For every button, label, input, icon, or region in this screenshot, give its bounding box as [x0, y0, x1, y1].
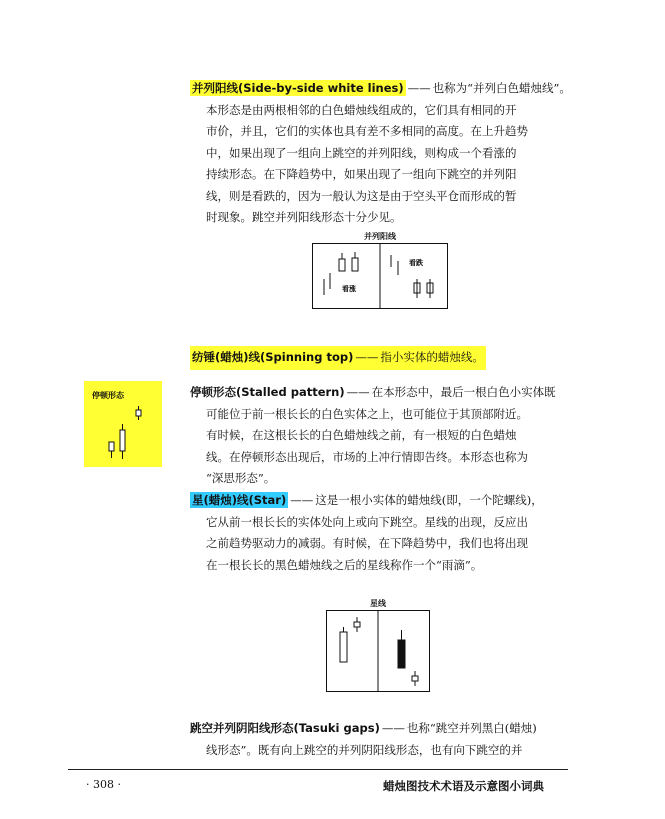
- white-candle: [340, 632, 347, 662]
- black-candle: [398, 640, 405, 668]
- label-bearish: 看跌: [409, 259, 423, 267]
- entry-star: [190, 490, 575, 576]
- entry-tasuki-gaps: [190, 718, 575, 761]
- entry-spinning-top-heading: 纺锤(蜡烛)线(Spinning top) —— 指小实体的蜡烛线。: [190, 346, 486, 370]
- white-candle: [339, 259, 345, 271]
- entry-side-by-side: [190, 78, 575, 229]
- white-candle: [120, 430, 125, 451]
- white-candle: [109, 442, 114, 451]
- label-bullish: 看涨: [342, 285, 356, 293]
- white-candle: [352, 258, 358, 271]
- figure-star-diagram: [326, 610, 430, 692]
- term-star: 星(蜡烛)线(Star): [192, 493, 287, 507]
- figure-side-by-side-title: 并列阳线: [364, 232, 396, 241]
- white-candle: [136, 410, 141, 416]
- running-footer-title: 蜡烛图技术术语及示意图小词典: [383, 779, 544, 793]
- footer-rule: [68, 769, 568, 770]
- term-stalled-pattern: 停顿形态(Stalled pattern): [190, 385, 345, 399]
- entry-tasuki-heading: 跳空并列阴阳线形态(Tasuki gaps) —— 也称“跳空并列黑白(蜡烛): [190, 721, 537, 735]
- term-side-by-side: 并列阳线(Side-by-side white lines): [192, 81, 404, 95]
- entry-side-by-side-body: 本形态是由两根相邻的白色蜡烛线组成的，它们具有相同的开 市价，并且，它们的实体也具有差不多相同的高度。在上升趋势 中，如果出现了一组向上跳空的并列阳线，则构成一个看涨的 持续形态。在下降趋势中，如果出现了一组向下跳空的并列阳 线，则是看跌的，因为一般认为这是由于空头平仓而形成的暂 时现象。跳空并列阳线形态十分少见。: [206, 102, 528, 224]
- entry-stalled-body: 可能位于前一根长长的白色实体之上，也可能位于其顶部附近。 有时候，在这根长长的白色蜡烛线之前，有一根短的白色蜡烛 线。在停顿形态出现后，市场的上冲行情即告终。本形态也称为 “深思形态”。: [206, 406, 528, 485]
- term-tasuki-gaps: 跳空并列阴阳线形态(Tasuki gaps): [190, 721, 380, 735]
- figure-side-by-side-diagram: [312, 243, 448, 309]
- entry-stalled-pattern: [190, 382, 575, 490]
- star-candle: [354, 622, 360, 627]
- stalled-pattern-side-label: 停顿形态: [92, 391, 124, 400]
- entry-side-by-side-heading: 并列阳线(Side-by-side white lines) —— 也称为“并列白色蜡烛线”。: [192, 81, 571, 95]
- term-spinning-top: 纺锤(蜡烛)线(Spinning top): [192, 350, 354, 364]
- entry-tasuki-body: 线形态”。既有向上跳空的并列阴阳线形态，也有向下跳空的并: [206, 742, 523, 757]
- entry-star-body: 它从前一根长长的实体处向上或向下跳空。星线的出现，反应出 之前趋势驱动力的减弱。有时候，在下降趋势中，我们也将出现 在一根长长的黑色蜡烛线之后的星线称作一个“雨滴”。: [206, 514, 528, 572]
- figure-star-title: 星线: [370, 599, 386, 608]
- page-number: · 308 ·: [86, 778, 121, 791]
- entry-stalled-heading: 停顿形态(Stalled pattern) —— 在本形态中，最后一根白色小实体既: [190, 385, 556, 399]
- stalled-pattern-illustration: [84, 381, 162, 467]
- entry-star-heading: 星(蜡烛)线(Star) —— 这是一根小实体的蜡烛线(即，一个陀螺线)，: [192, 493, 543, 507]
- entry-spinning-top: [190, 346, 575, 370]
- star-candle: [412, 676, 418, 681]
